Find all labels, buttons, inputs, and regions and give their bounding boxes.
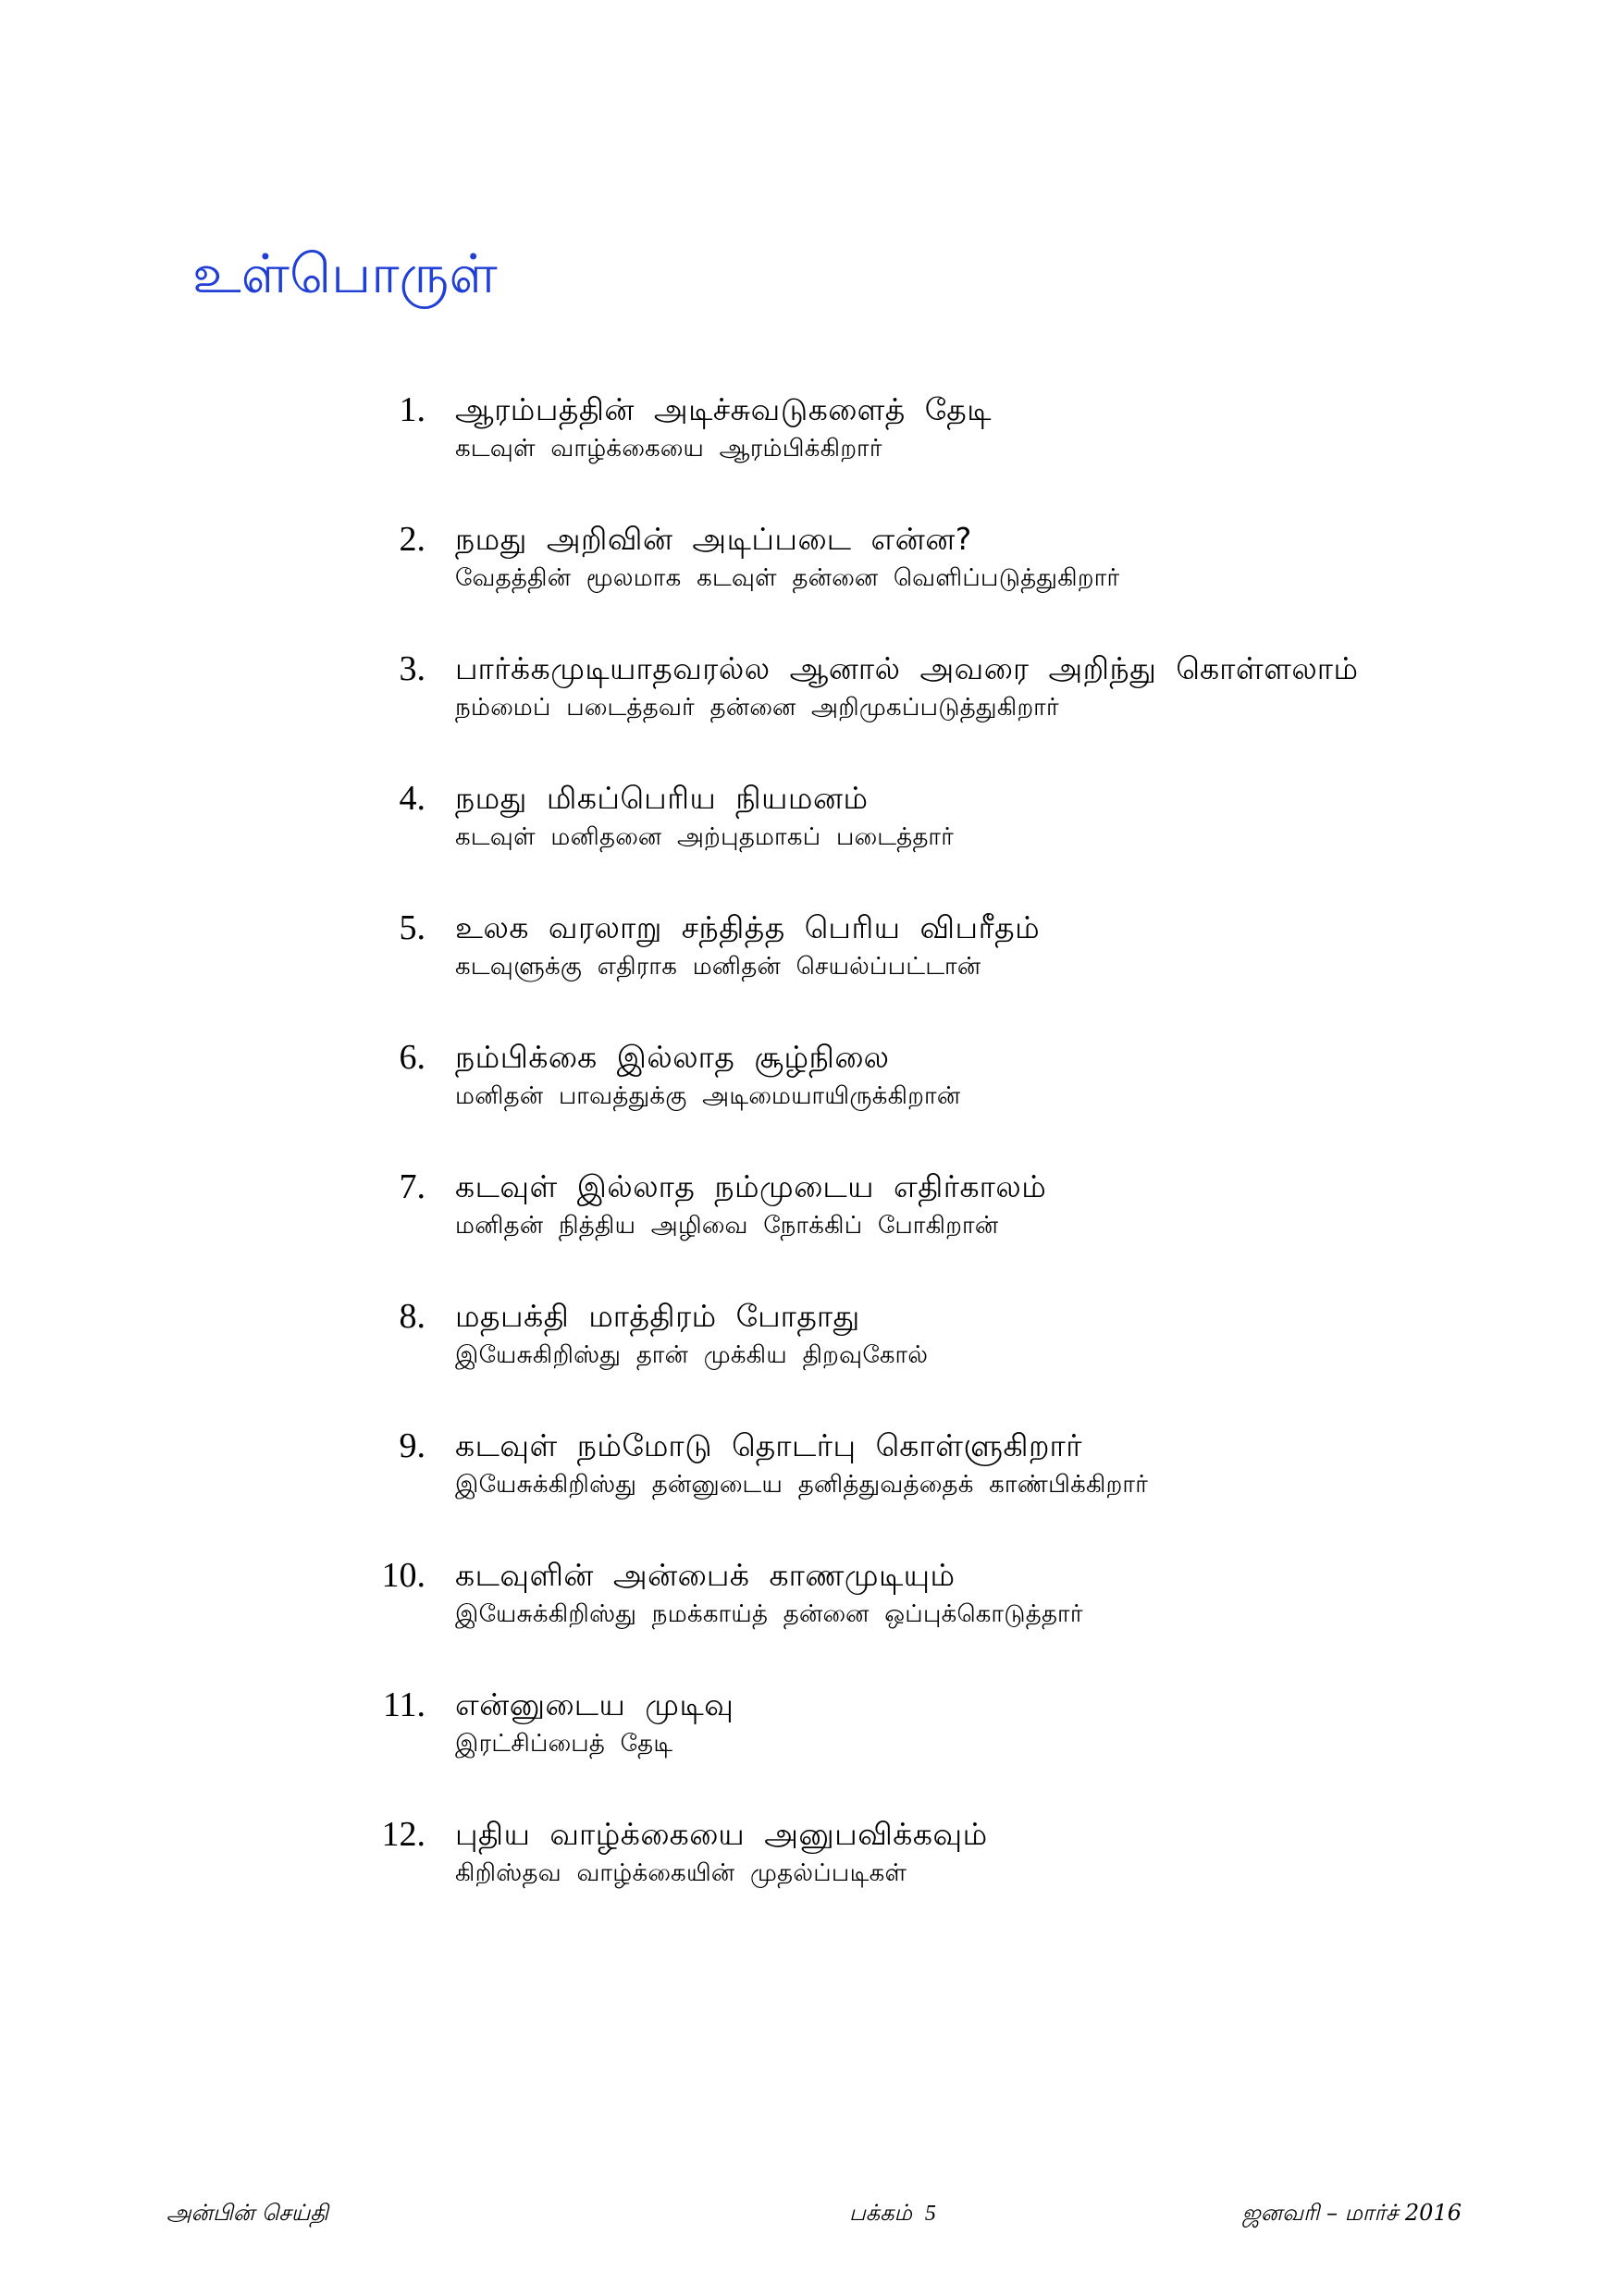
toc-number: 5.	[399, 908, 426, 947]
toc-subheading: மனிதன் நித்திய அழிவை நோக்கிப் போகிறான்	[455, 1212, 999, 1240]
toc-text	[455, 907, 1425, 984]
toc-number: 7.	[399, 1167, 426, 1206]
toc-item	[185, 1036, 1425, 1114]
toc-heading: நமது மிகப்பெரிய நியமனம்	[455, 780, 869, 816]
toc-number: 11.	[382, 1685, 426, 1724]
toc-text	[455, 1036, 1425, 1114]
toc-item	[185, 1425, 1425, 1502]
toc-heading: நம்பிக்கை இல்லாத சூழ்நிலை	[455, 1039, 890, 1075]
toc-subheading: கடவுள் வாழ்க்கையை ஆரம்பிக்கிறார்	[455, 435, 882, 463]
toc-heading: கடவுள் இல்லாத நம்முடைய எதிர்காலம்	[455, 1168, 1047, 1204]
toc-text	[455, 518, 1425, 596]
toc-heading: உலக வரலாறு சந்தித்த பெரிய விபரீதம்	[455, 909, 1041, 945]
toc-item	[185, 389, 1425, 466]
toc-item	[185, 1684, 1425, 1761]
toc-number: 9.	[399, 1426, 426, 1465]
toc-item	[185, 1554, 1425, 1632]
toc-subheading: இயேசுகிறிஸ்து தான் முக்கிய திறவுகோல்	[455, 1341, 929, 1369]
footer-page-number: 5	[924, 2202, 936, 2226]
toc-subheading: நம்மைப் படைத்தவர் தன்னை அறிமுகப்படுத்துகிறார்	[455, 694, 1059, 722]
toc-number: 12.	[381, 1815, 426, 1854]
toc-subheading: கடவுள் மனிதனை அற்புதமாகப் படைத்தார்	[455, 823, 955, 851]
toc-heading: ஆரம்பத்தின் அடிச்சுவடுகளைத் தேடி	[455, 391, 992, 427]
footer-date-range: ஜனவரி – மார்ச் 2016	[1241, 2200, 1462, 2226]
toc-heading: மதபக்தி மாத்திரம் போதாது	[455, 1298, 860, 1334]
toc-text	[455, 1295, 1425, 1373]
toc-subheading: மனிதன் பாவத்துக்கு அடிமையாயிருக்கிறான்	[455, 1082, 961, 1110]
toc-item	[185, 648, 1425, 725]
toc-item	[185, 1295, 1425, 1373]
toc-text	[455, 1425, 1425, 1502]
toc-heading: பார்க்கமுடியாதவரல்ல ஆனால் அவரை அறிந்து கொள்ளலாம்	[455, 650, 1359, 686]
toc-subheading: கடவுளுக்கு எதிராக மனிதன் செயல்ப்பட்டான்	[455, 953, 981, 981]
footer-page-word: பக்கம்	[849, 2200, 912, 2226]
table-of-contents	[185, 389, 1425, 1943]
toc-text	[455, 1813, 1425, 1891]
toc-text	[455, 389, 1425, 466]
toc-number: 8.	[399, 1297, 426, 1336]
toc-text	[455, 648, 1425, 725]
toc-heading: கடவுள் நம்மோடு தொடர்பு கொள்ளுகிறார்	[455, 1427, 1082, 1463]
toc-number: 1.	[399, 390, 426, 429]
toc-subheading: இயேசுக்கிறிஸ்து நமக்காய்த் தன்னை ஒப்புக்கொடுத்தார்	[455, 1600, 1083, 1628]
toc-heading: நமது அறிவின் அடிப்படை என்ன?	[455, 521, 972, 557]
toc-subheading: இரட்சிப்பைத் தேடி	[455, 1730, 673, 1758]
toc-subheading: வேதத்தின் மூலமாக கடவுள் தன்னை வெளிப்படுத்துகிறார்	[455, 564, 1120, 592]
toc-number: 4.	[399, 779, 426, 818]
toc-number: 3.	[399, 649, 426, 688]
page-title: உள்பொருள்	[192, 242, 498, 305]
toc-text	[455, 1554, 1425, 1632]
toc-number: 10.	[381, 1556, 426, 1595]
toc-item	[185, 777, 1425, 855]
toc-heading: என்னுடைய முடிவு	[455, 1686, 734, 1722]
toc-heading: புதிய வாழ்க்கையை அனுபவிக்கவும்	[455, 1816, 988, 1852]
toc-item	[185, 518, 1425, 596]
toc-item	[185, 907, 1425, 984]
toc-heading: கடவுளின் அன்பைக் காணமுடியும்	[455, 1557, 956, 1593]
toc-item	[185, 1813, 1425, 1891]
footer-page-label	[849, 2200, 936, 2228]
toc-subheading: கிறிஸ்தவ வாழ்க்கையின் முதல்ப்படிகள்	[455, 1859, 907, 1887]
toc-text	[455, 1166, 1425, 1243]
toc-text	[455, 1684, 1425, 1761]
toc-number: 2.	[399, 520, 426, 559]
toc-text	[455, 777, 1425, 855]
toc-subheading: இயேசுக்கிறிஸ்து தன்னுடைய தனித்துவத்தைக் காண்பிக்கிறார்	[455, 1471, 1149, 1499]
footer-publication-name: அன்பின் செய்தி	[167, 2200, 328, 2226]
toc-item	[185, 1166, 1425, 1243]
toc-number: 6.	[399, 1038, 426, 1077]
page-footer	[167, 2200, 1462, 2237]
